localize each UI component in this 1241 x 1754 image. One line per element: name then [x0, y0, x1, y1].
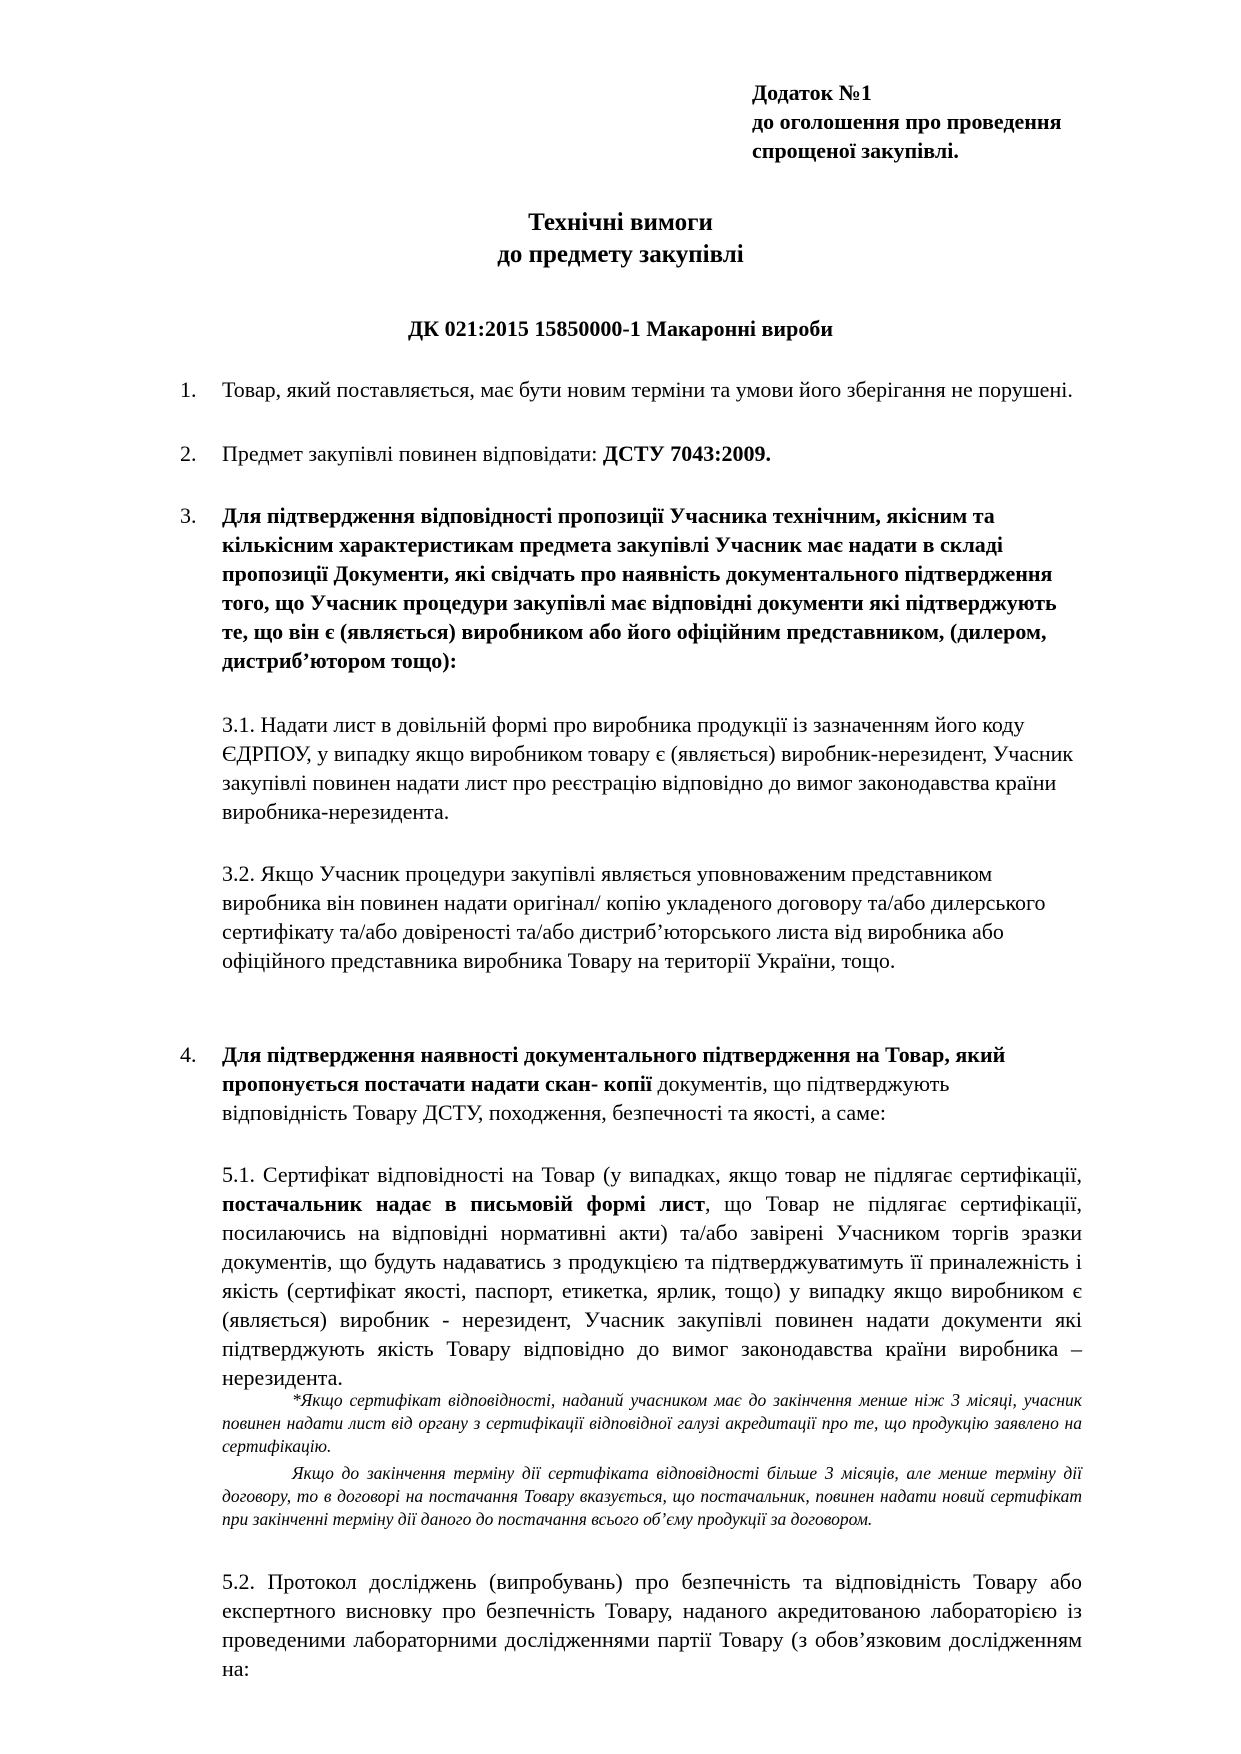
paragraph-5-2: 5.2. Протокол досліджень (випробувань) про безпечність та відповідність Товару або експертного висновку про безпечність Товару, наданого акредитованою лабораторією із проведеними лабораторними дослідженнями партії Товару (з обов’язковим дослідженням на:: [222, 1569, 1082, 1681]
item-number: 2.: [180, 441, 197, 466]
footnote-1-text: *Якщо сертифікат відповідності, наданий учасником має до закінчення менше ніж 3 місяці, учасник повинен надати лист від органу з сертифікації відповідної галузі акредитації про те, що продукцію заявлено на сертифікацію.: [222, 1390, 1082, 1456]
annex-line-2: до оголошення про проведення: [752, 109, 1062, 134]
dstu-standard: ДСТУ 7043:2009.: [602, 441, 772, 466]
footnote-2: [222, 1462, 1082, 1531]
item-number: 4.: [180, 1042, 197, 1067]
item-text: Товар, який поставляється, має бути новим терміни та умови його зберігання не порушені.: [222, 377, 1073, 402]
item-text-regular: документів, що підтверджують відповідність Товару ДСТУ, походження, безпечності та якості, а саме:: [222, 1071, 950, 1125]
title-line-2: до предмету закупівлі: [497, 241, 744, 268]
item-number: 3.: [180, 503, 197, 528]
document-title: [0, 207, 1241, 271]
paragraph-3-2: 3.2. Якщо Учасник процедури закупівлі являється уповноваженим представником виробника він повинен надати оригінал/ копію укладеного договору та/або дилерського сертифікату та/або довіреності та/або дистриб’юторського листа від виробника або офіційного представника виробника Товару на території України, тощо.: [222, 861, 1046, 973]
annex-header: [752, 78, 1062, 165]
p51-text-1: 5.1. Сертифікат відповідності на Товар (у випадках, якщо товар не підлягає сертифікації,: [222, 1162, 1082, 1187]
footnote-1: [222, 1389, 1082, 1458]
item-text: [222, 439, 1080, 468]
item-text-regular: Предмет закупівлі повинен відповідати:: [222, 441, 603, 466]
p51-bold-text: постачальник надає в письмовій формі лист: [222, 1191, 705, 1216]
title-line-1: Технічні вимоги: [528, 209, 713, 236]
paragraph-3-1: 3.1. Надати лист в довільній формі про виробника продукції із зазначенням його коду ЄДРПОУ, у випадку якщо виробником товару є (являється) виробник-нерезидент, Учасник закупівлі повинен надати лист про реєстрацію відповідно до вимог законодавства країни виробника-нерезидента.: [222, 712, 1074, 824]
item-text: Для підтвердження відповідності пропозиції Учасника технічним, якісним та кількісним характеристикам предмета закупівлі Учасник має надати в складі пропозиції Документи, які свідчать про наявність документального підтвердження того, що Учасник процедури закупівлі має відповідні документи які підтверджують те, що він є (являється) виробником або його офіційним представником, (дилером, дистриб’ютором тощо):: [222, 503, 1057, 673]
paragraph-5-1: [222, 1160, 1082, 1392]
footnote-2-text: Якщо до закінчення терміну дії сертифіката відповідності більше 3 місяців, але менше терміну дії договору, то в договорі на постачання Товару вказується, що постачальник, повинен надати новий сертифікат при закінченні терміну дії даного до постачання всього об’єму продукції за договором.: [222, 1463, 1082, 1529]
p51-text-2: , що Товар не підлягає сертифікації, посилаючись на відповідні нормативні акти) та/або завірені Учасником торгів зразки документів, що будуть надаватись з продукцією та підтверджуватимуть її приналежність і якість (сертифікат якості, паспорт, етикетка, ярлик, тощо) у випадку якщо виробником є (являється) виробник - нерезидент, Учасник закупівлі повинен надати документи які підтверджують якість Товару відповідно до вимог законодавства країни виробника – нерезидента.: [222, 1191, 1082, 1390]
item-text: [222, 1040, 1080, 1127]
annex-number: Додаток №1: [752, 80, 872, 105]
annex-line-3: спрощеної закупівлі.: [752, 138, 959, 163]
dk-code-heading: ДК 021:2015 15850000-1 Макаронні вироби: [407, 316, 833, 341]
item-number: 1.: [180, 377, 197, 402]
item-text-bold: Для підтвердження наявності документального підтвердження на Товар, який пропонується постачати надати скан- копії: [222, 1042, 1006, 1096]
